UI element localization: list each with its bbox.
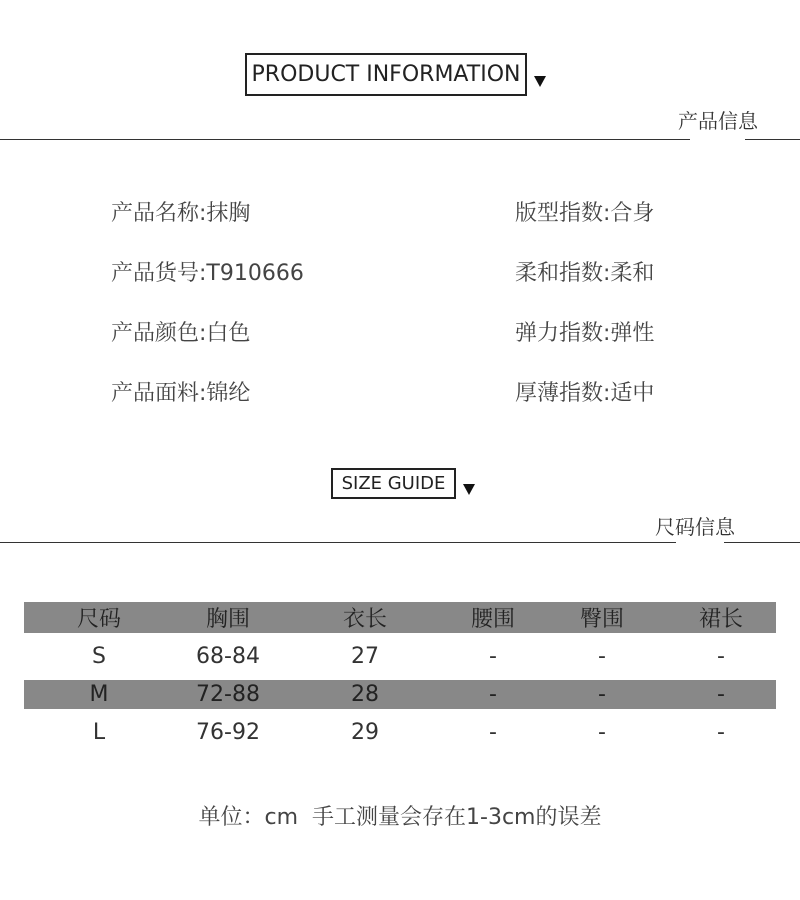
table-cell: - [717, 720, 725, 745]
table-cell: 29 [351, 720, 379, 745]
column-header: 胸围 [174, 602, 282, 633]
column-header: 衣长 [282, 602, 448, 633]
table-cell: - [489, 720, 497, 745]
column-header: 尺码 [24, 602, 174, 633]
table-cell: - [666, 680, 776, 709]
column-header: 腰围 [448, 602, 538, 633]
table-header-row [24, 602, 776, 633]
table-cell: - [598, 644, 606, 669]
product-information-title: PRODUCT INFORMATION [245, 53, 527, 96]
table-row [24, 633, 776, 680]
size-table [24, 602, 776, 756]
table-cell: S [92, 644, 106, 669]
size-guide-subtitle: 尺码信息 [655, 511, 735, 540]
table-cell: 76-92 [196, 720, 260, 745]
measurement-note: 单位：cm 手工测量会存在1-3cm的误差 [198, 805, 602, 830]
column-header: 裙长 [666, 602, 776, 633]
table-cell: - [717, 644, 725, 669]
info-product-code: 产品货号:T910666 [111, 261, 304, 286]
table-row [24, 709, 776, 756]
table-cell: 28 [282, 680, 448, 709]
triangle-down-icon [534, 76, 546, 87]
table-cell: 68-84 [196, 644, 260, 669]
info-softness-index: 柔和指数:柔和 [515, 261, 655, 286]
info-product-fabric: 产品面料:锦纶 [111, 381, 251, 406]
info-elasticity-index: 弹力指数:弹性 [515, 321, 655, 346]
column-header: 臀围 [538, 602, 666, 633]
triangle-down-icon [463, 484, 475, 495]
table-cell: M [24, 680, 174, 709]
table-cell: - [598, 720, 606, 745]
divider [0, 139, 800, 140]
table-row [24, 680, 776, 709]
size-guide-title: SIZE GUIDE [331, 468, 456, 499]
info-product-name: 产品名称:抹胸 [111, 201, 251, 226]
info-fit-index: 版型指数:合身 [515, 201, 655, 226]
table-cell: 72-88 [174, 680, 282, 709]
table-cell: - [538, 680, 666, 709]
info-thickness-index: 厚薄指数:适中 [515, 381, 655, 406]
table-cell: L [92, 720, 106, 745]
info-product-color: 产品颜色:白色 [111, 321, 251, 346]
table-cell: - [448, 680, 538, 709]
product-information-subtitle: 产品信息 [678, 105, 758, 134]
table-cell: 27 [351, 644, 379, 669]
table-cell: - [489, 644, 497, 669]
